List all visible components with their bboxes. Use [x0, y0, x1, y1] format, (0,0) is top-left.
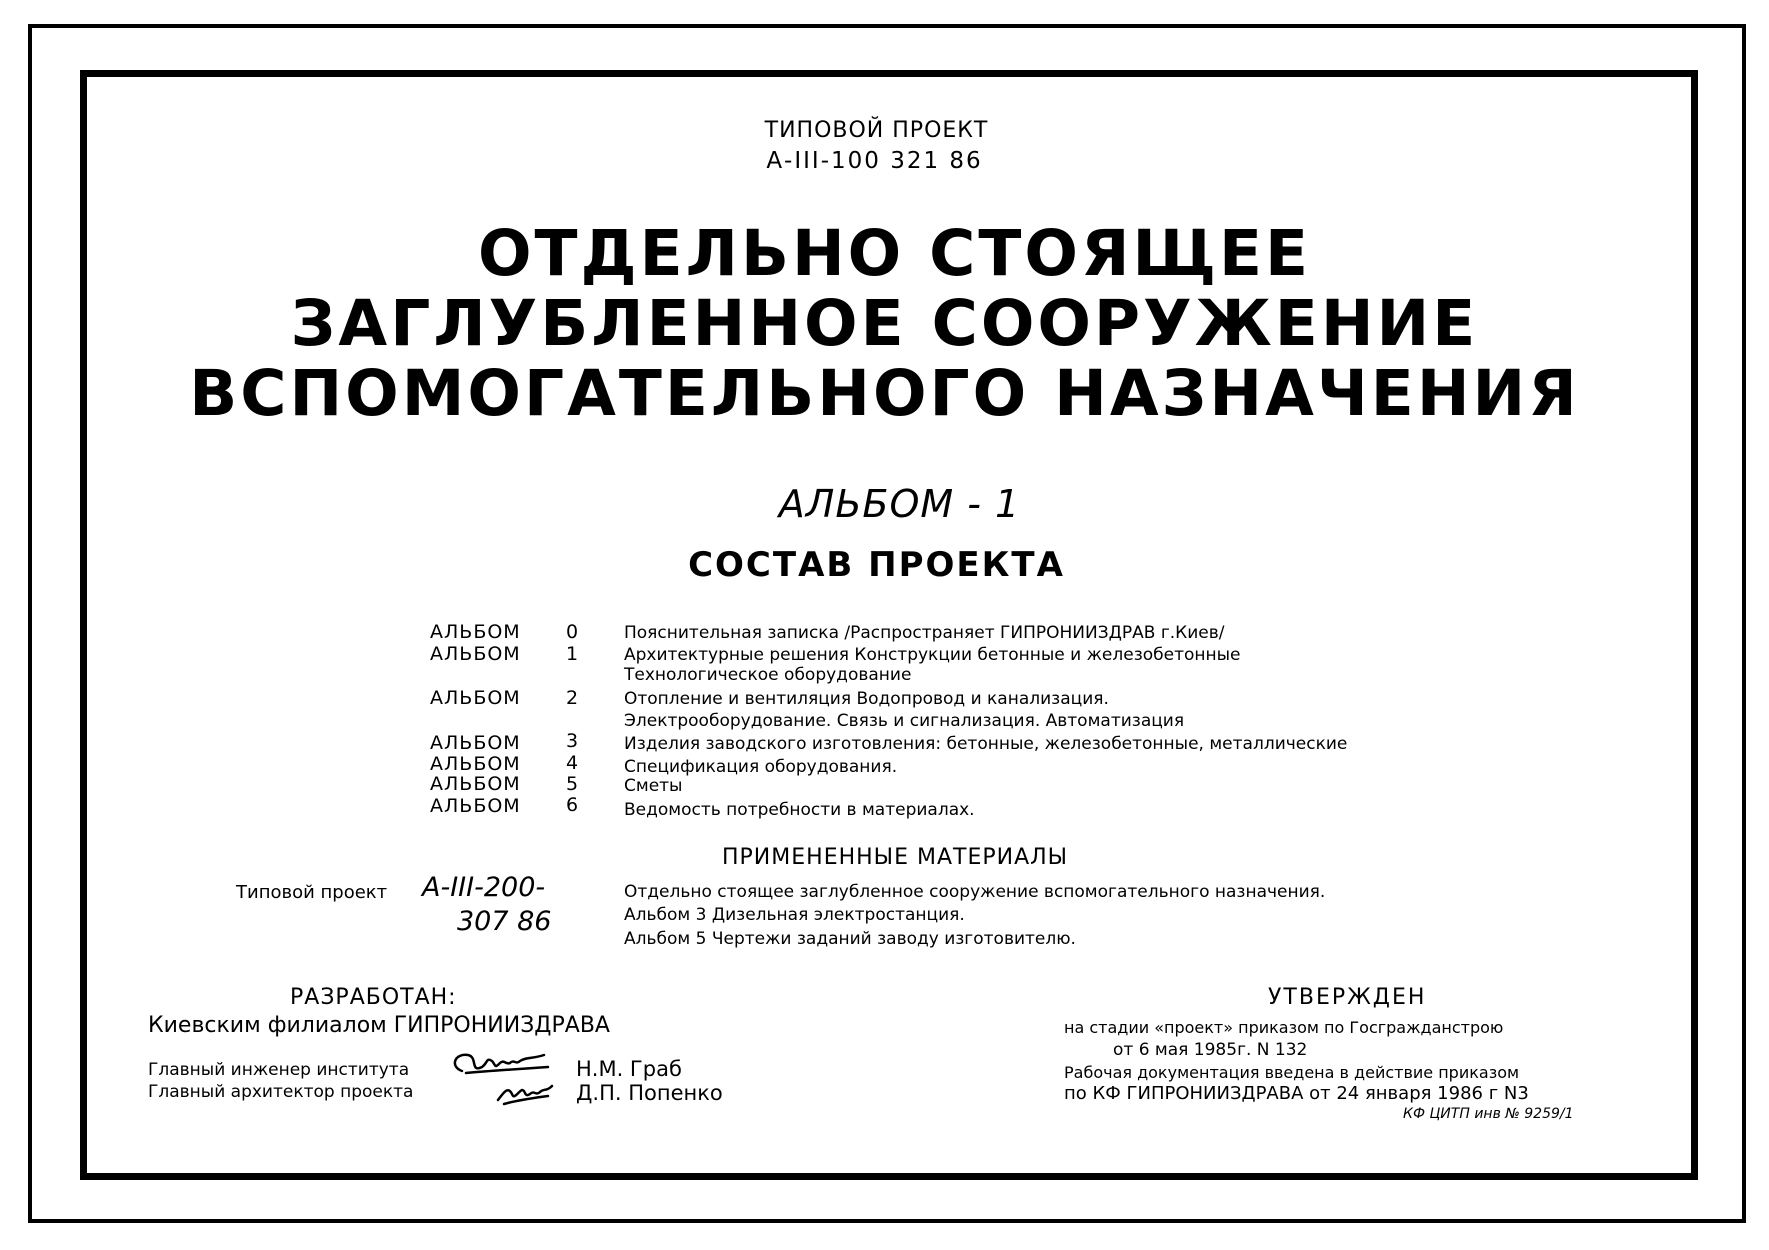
composition-title: СОСТАВ ПРОЕКТА: [688, 545, 1065, 585]
developed-title: РАЗРАБОТАН:: [290, 985, 457, 1010]
album-description: Электрооборудование. Связь и сигнализация. Автоматизация: [624, 711, 1185, 731]
inventory-number: КФ ЦИТП инв № 9259/1: [1403, 1106, 1574, 1122]
reference-project-code: А-III-200-: [422, 872, 546, 903]
album-name: АЛЬБОМ: [430, 732, 521, 754]
project-code: А-III-100 321 86: [766, 148, 983, 174]
material-line: Отдельно стоящее заглубленное сооружение вспомогательного назначения.: [624, 882, 1326, 902]
material-line: Альбом 5 Чертежи заданий заводу изготовителю.: [624, 929, 1076, 949]
album-name: АЛЬБОМ: [430, 795, 521, 817]
main-title-line-2: ЗАГЛУБЛЕННОЕ СООРУЖЕНИЕ: [290, 287, 1479, 360]
album-name: АЛЬБОМ: [430, 643, 521, 665]
main-title-line-1: ОТДЕЛЬНО СТОЯЩЕЕ: [477, 217, 1312, 290]
album-name: АЛЬБОМ: [430, 773, 521, 795]
main-title-line-3: ВСПОМОГАТЕЛЬНОГО НАЗНАЧЕНИЯ: [189, 357, 1580, 430]
album-description: Архитектурные решения Конструкции бетонные и железобетонные: [624, 645, 1241, 665]
chief-architect-signature: [494, 1080, 556, 1106]
working-docs-order-text: по КФ ГИПРОНИИЗДРАВА от 24 января 1986 г N3: [1064, 1083, 1529, 1104]
album-number: 0: [565, 621, 579, 643]
developer-organization: Киевским филиалом ГИПРОНИИЗДРАВА: [148, 1013, 610, 1038]
album-number: 6: [565, 794, 579, 816]
signatory-role: Главный архитектор проекта: [148, 1082, 414, 1102]
material-line: Альбом 3 Дизельная электростанция.: [624, 905, 965, 925]
signatory-name: Д.П. Попенко: [576, 1081, 723, 1105]
album-description: Отопление и вентиляция Водопровод и канализация.: [624, 689, 1109, 709]
album-description: Ведомость потребности в материалах.: [624, 800, 975, 820]
album-name: АЛЬБОМ: [430, 753, 521, 775]
album-description: Пояснительная записка /Распространяет ГИПРОНИИЗДРАВ г.Киев/: [624, 623, 1225, 643]
approval-date-text: от 6 мая 1985г. N 132: [1113, 1040, 1308, 1060]
working-docs-text: Рабочая документация введена в действие приказом: [1064, 1063, 1520, 1082]
album-description: Технологическое оборудование: [624, 665, 912, 685]
signatory-role: Главный инженер института: [148, 1060, 410, 1080]
album-number: 2: [565, 687, 579, 709]
album-name: АЛЬБОМ: [430, 687, 521, 709]
album-description: Изделия заводского изготовления: бетонные, железобетонные, металлические: [624, 734, 1348, 754]
materials-title: ПРИМЕНЕННЫЕ МАТЕРИАЛЫ: [722, 845, 1069, 870]
album-description: Сметы: [624, 776, 683, 796]
album-name: АЛЬБОМ: [430, 621, 521, 643]
signatory-name: Н.М. Граб: [576, 1057, 682, 1081]
approval-stage-text: на стадии «проект» приказом по Госгражданстрою: [1064, 1018, 1504, 1037]
album-number: 1: [565, 643, 579, 665]
album-number: 5: [565, 773, 579, 795]
project-label: ТИПОВОЙ ПРОЕКТ: [764, 118, 989, 143]
approved-title: УТВЕРЖДЕН: [1268, 985, 1427, 1010]
album-description: Спецификация оборудования.: [624, 757, 898, 777]
album-title: АЛЬБОМ - 1: [778, 482, 1021, 526]
reference-project-code-cont: 307 86: [457, 906, 552, 937]
album-number: 4: [565, 752, 579, 774]
reference-project-label: Типовой проект: [236, 882, 388, 903]
album-number: 3: [565, 730, 579, 752]
